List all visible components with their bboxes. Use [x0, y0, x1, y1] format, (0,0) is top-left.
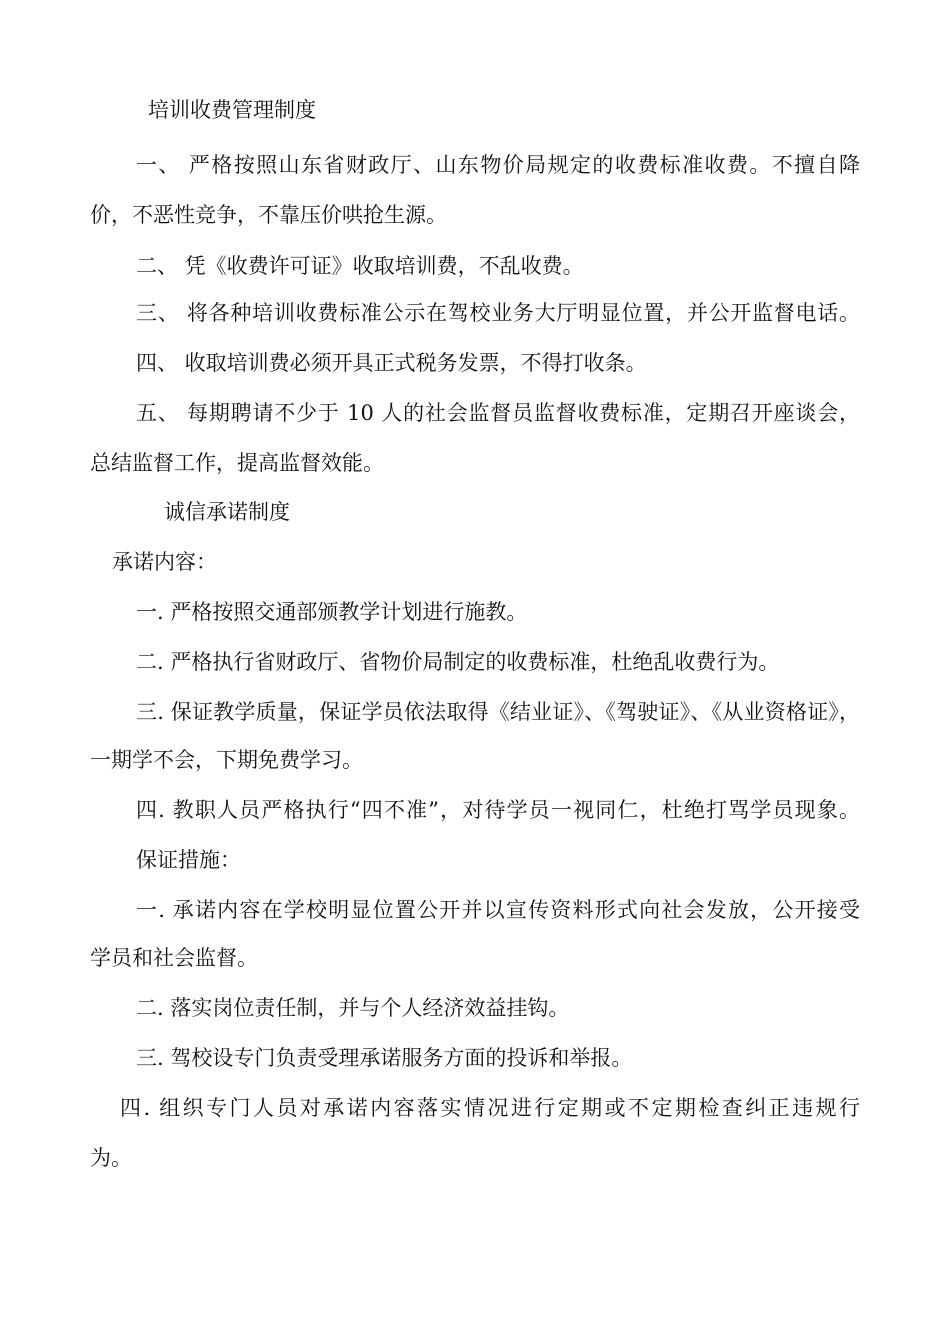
fee-item-5-line-1: 五、 每期聘请不少于 10 人的社会监督员监督收费标准，定期召开座谈会，: [136, 401, 860, 425]
commitment-item-3-line-2: 一期学不会，下期免费学习。: [90, 748, 363, 772]
measure-item-4-line-2: 为。: [90, 1146, 132, 1170]
fee-item-1-line-2: 价，不恶性竞争，不靠压价哄抢生源。: [90, 203, 447, 227]
commitment-item-1: 一. 严格按照交通部颁教学计划进行施教。: [136, 600, 528, 624]
measure-item-1-line-1: 一. 承诺内容在学校明显位置公开并以宣传资料形式向社会发放，公开接受: [136, 898, 860, 922]
measure-item-2: 二. 落实岗位责任制，并与个人经济效益挂钩。: [136, 996, 570, 1020]
measure-item-1-line-2: 学员和社会监督。: [90, 946, 258, 970]
fee-item-5-line-2: 总结监督工作，提高监督效能。: [90, 451, 384, 475]
commitment-item-3-line-1: 三. 保证教学质量，保证学员依法取得《结业证》、《驾驶证》、《从业资格证》，: [136, 700, 860, 724]
fee-item-1-line-1: 一、 严格按照山东省财政厅、山东物价局规定的收费标准收费。不擅自降: [136, 153, 860, 177]
section-title-integrity-commitment: 诚信承诺制度: [164, 500, 290, 524]
commitment-item-4: 四. 教职人员严格执行“四不准”，对待学员一视同仁，杜绝打骂学员现象。: [136, 798, 860, 822]
fee-item-4: 四、 收取培训费必须开具正式税务发票，不得打收条。: [136, 351, 647, 375]
fee-item-3: 三、 将各种培训收费标准公示在驾校业务大厅明显位置，并公开监督电话。: [136, 301, 860, 325]
measure-item-4-line-1: 四. 组织专门人员对承诺内容落实情况进行定期或不定期检查纠正违规行: [120, 1096, 860, 1120]
commitment-heading: 承诺内容：: [112, 550, 217, 574]
measure-item-3: 三. 驾校设专门负责受理承诺服务方面的投诉和举报。: [136, 1046, 633, 1070]
fee-item-2: 二、 凭《收费许可证》收取培训费，不乱收费。: [136, 254, 584, 278]
measures-heading: 保证措施：: [136, 848, 241, 872]
commitment-item-2: 二. 严格执行省财政厅、省物价局制定的收费标准，杜绝乱收费行为。: [136, 650, 780, 674]
section-title-fee-management: 培训收费管理制度: [148, 98, 316, 122]
